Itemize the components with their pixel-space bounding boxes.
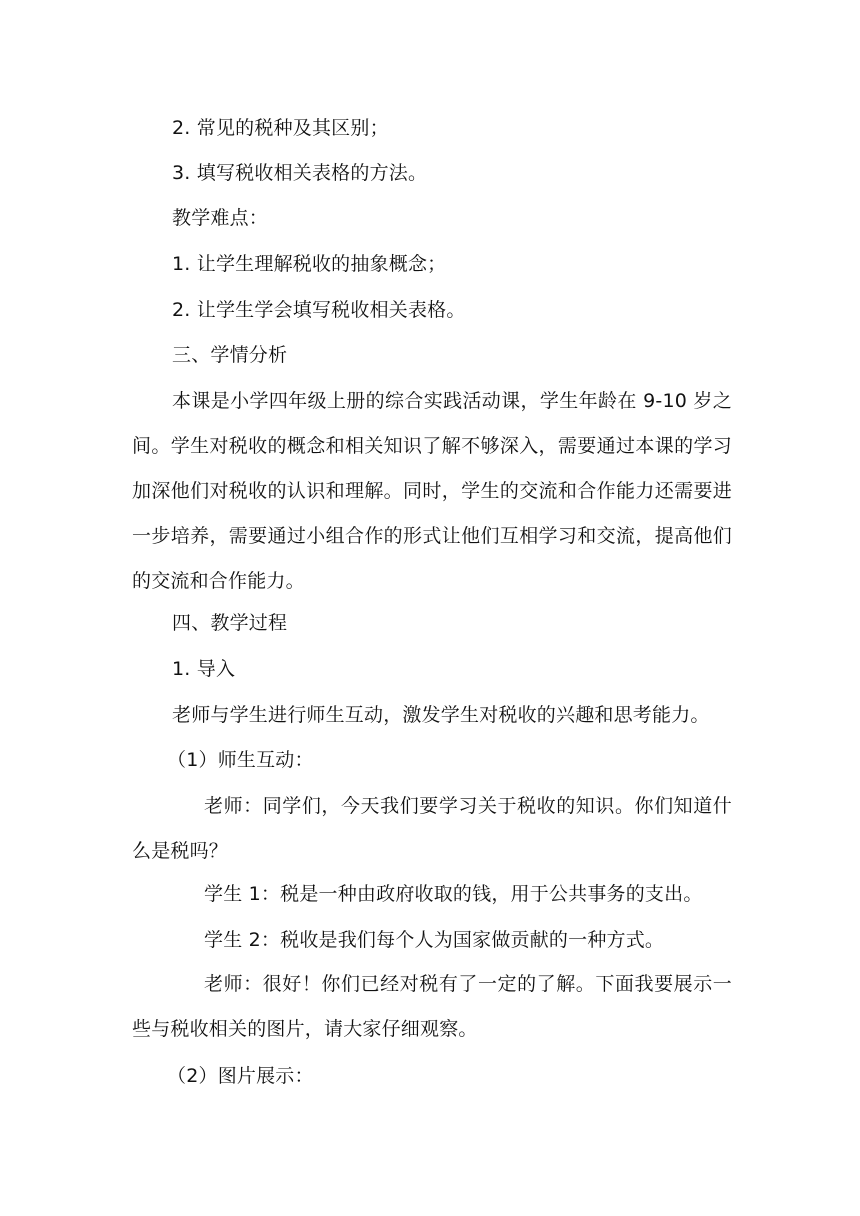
section-heading-process: 四、教学过程 bbox=[172, 612, 288, 634]
step-1-heading: 1. 导入 bbox=[172, 658, 236, 680]
teacher-question-paragraph: 老师：同学们，今天我们要学习关于税收的知识。你们知道什么是税吗？ bbox=[132, 795, 732, 862]
difficulties-heading: 教学难点： bbox=[172, 207, 269, 229]
student-1-answer: 学生 1：税是一种由政府收取的钱，用于公共事务的支出。 bbox=[204, 883, 703, 905]
difficulty-item-2: 2. 让学生学会填写税收相关表格。 bbox=[172, 299, 466, 321]
difficulty-item-1: 1. 让学生理解税收的抽象概念； bbox=[172, 253, 447, 275]
sub-heading-images: （2）图片展示： bbox=[167, 1065, 314, 1087]
intro-sentence: 老师与学生进行师生互动，激发学生对税收的兴趣和思考能力。 bbox=[172, 704, 710, 726]
key-point-item-3: 3. 填写税收相关表格的方法。 bbox=[172, 162, 428, 184]
analysis-paragraph: 本课是小学四年级上册的综合实践活动课，学生年龄在 9-10 岁之间。学生对税收的概念和相关知识了解不够深入，需要通过本课的学习加深他们对税收的认识和理解。同时，学生的交流和合作能力还需要进一步培养，需要通过小组合作的形式让他们互相学习和交流，提高他们的交流和合作能力。 bbox=[132, 390, 732, 592]
sub-heading-interaction: （1）师生互动： bbox=[167, 749, 314, 771]
student-2-answer: 学生 2：税收是我们每个人为国家做贡献的一种方式。 bbox=[204, 929, 665, 951]
key-point-item-2: 2. 常见的税种及其区别； bbox=[172, 117, 389, 139]
section-heading-analysis: 三、学情分析 bbox=[172, 344, 288, 366]
teacher-response-paragraph: 老师：很好！你们已经对税有了一定的了解。下面我要展示一些与税收相关的图片，请大家仔细观察。 bbox=[132, 973, 732, 1040]
